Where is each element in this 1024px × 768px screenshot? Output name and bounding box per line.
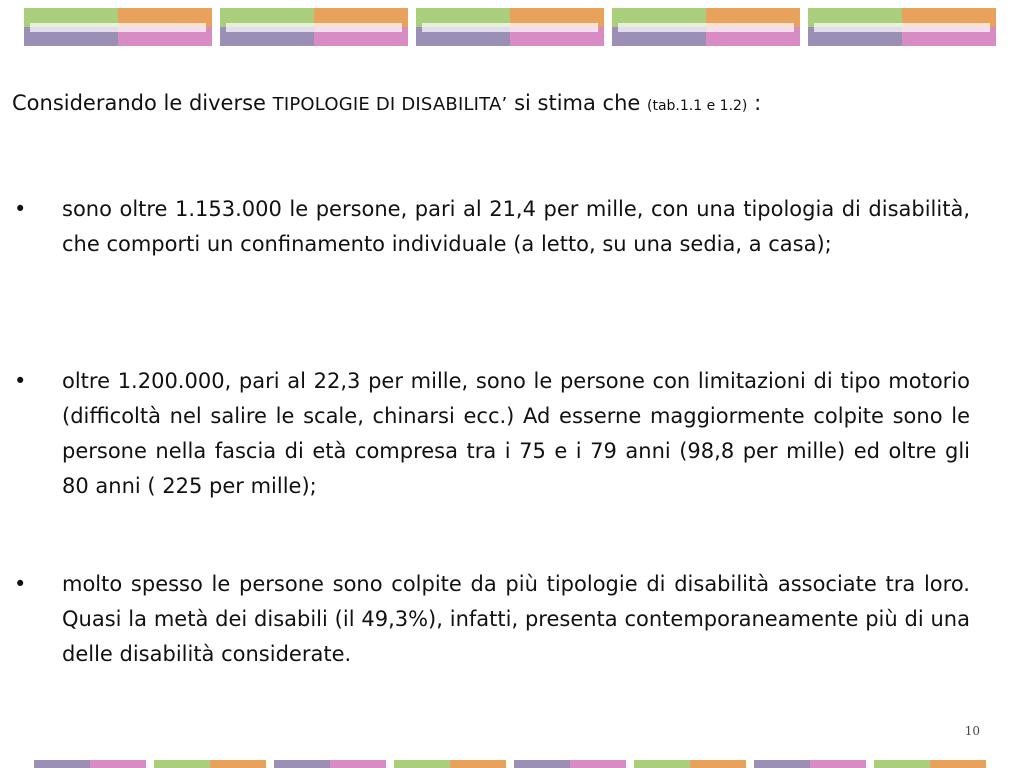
decor-strip <box>874 760 986 768</box>
decor-block <box>220 8 408 46</box>
decor-strip <box>634 760 746 768</box>
bullet-text: molto spesso le persone sono colpite da più tipologie di disabilità associate tra loro. Quasi la metà dei disabili (il 49,3%), infatti, presenta contemporaneamente più di una delle disabilità considerate. <box>62 572 970 666</box>
bullet-text: oltre 1.200.000, pari al 22,3 per mille, sono le persone con limitazioni di tipo motorio (difficoltà nel salire le scale, chinarsi ecc.) Ad esserne maggiormente colpite sono le persone nella fascia di età compresa tra i 75 e i 79 anni (98,8 per mille) ed oltre gli 80 anni ( 225 per mille); <box>62 369 970 498</box>
decor-strip <box>274 760 386 768</box>
decor-block <box>24 8 212 46</box>
decor-strip <box>34 760 146 768</box>
page-number: 10 <box>964 724 980 738</box>
bullet-marker: • <box>14 197 27 221</box>
footer-decoration <box>34 760 994 768</box>
decor-block <box>416 8 604 46</box>
bullet-item <box>14 567 970 672</box>
bullet-item <box>14 364 970 504</box>
intro-text-middle: si stima che <box>507 91 648 115</box>
decor-block <box>808 8 996 46</box>
bullet-item <box>14 192 970 262</box>
bullet-marker: • <box>14 572 27 596</box>
decor-strip <box>154 760 266 768</box>
intro-text-end: : <box>747 91 762 115</box>
decor-block <box>612 8 800 46</box>
decor-strip <box>514 760 626 768</box>
bullet-marker: • <box>14 369 27 393</box>
decor-strip <box>754 760 866 768</box>
intro-caps-term: TIPOLOGIE DI DISABILITA’ <box>272 94 508 115</box>
intro-sentence <box>12 88 992 121</box>
table-reference: (tab.1.1 e 1.2) <box>647 98 748 114</box>
decor-strip <box>394 760 506 768</box>
intro-text-start: Considerando le diverse <box>12 91 273 115</box>
header-decoration <box>24 8 1000 46</box>
bullet-text: sono oltre 1.153.000 le persone, pari al 21,4 per mille, con una tipologia di disabilità, che comporti un confinamento individuale (a letto, su una sedia, a casa); <box>62 197 970 256</box>
